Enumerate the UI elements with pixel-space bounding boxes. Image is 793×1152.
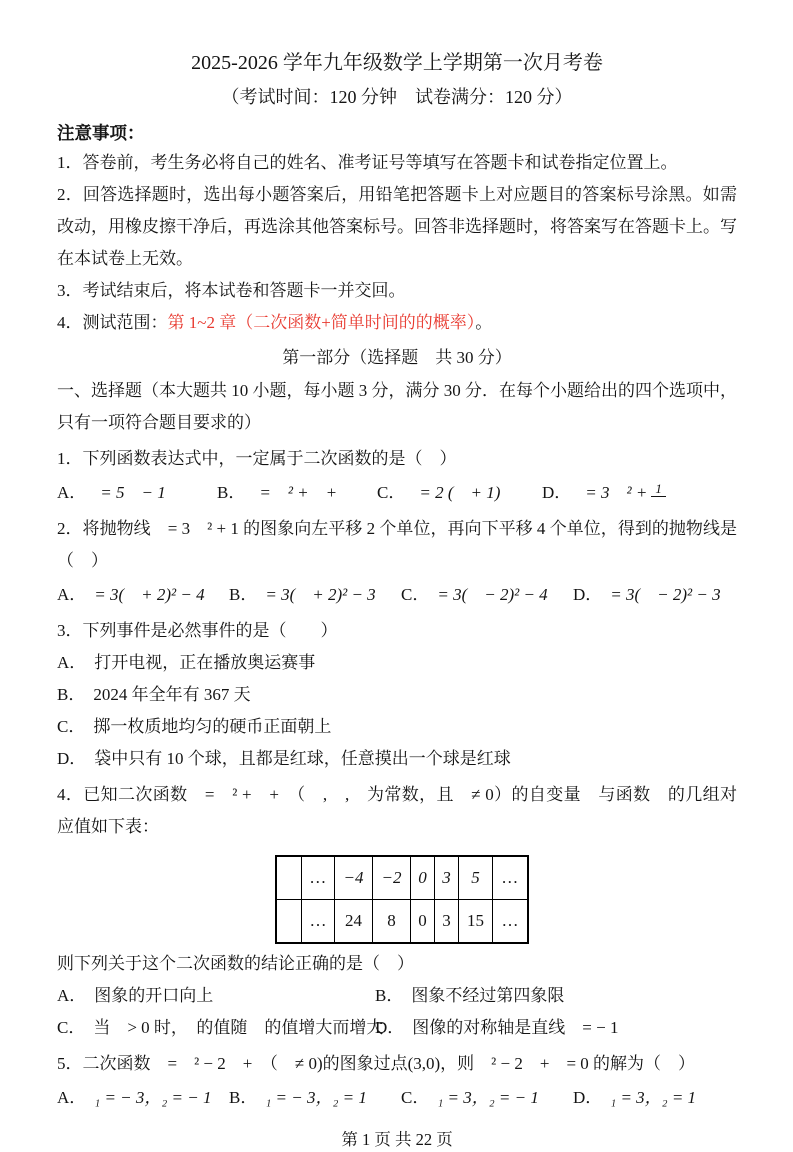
- notice-item-1: 1．答卷前，考生务必将自己的姓名、准考证号等填写在答题卡和试卷指定位置上。: [57, 153, 678, 172]
- q4-stem: 4．已知二次函数 = ² + + （ , , 为常数，且 ≠ 0）的自变量 与函数 的几组对应值如下表：: [57, 785, 737, 836]
- q4-table-cell: …: [302, 900, 335, 944]
- q5-options: [57, 1082, 737, 1114]
- q1-option-a: A． = 5 − 1: [57, 483, 166, 502]
- notice-item-3: 3．考试结束后，将本试卷和答题卡一并交回。: [57, 281, 406, 300]
- q1-option-d-fraction: 1: [651, 482, 666, 508]
- q4-table-cell: 3: [435, 900, 459, 944]
- q1-option-c: C． = 2 ( + 1): [377, 483, 501, 502]
- q4-option-b: B． 图象不经过第四象限: [375, 986, 565, 1005]
- q4-table-cell: −4: [335, 856, 373, 900]
- notice-heading: 注意事项：: [57, 123, 145, 143]
- q4-table-cell: …: [302, 856, 335, 900]
- notice-item-4-suffix: 。: [475, 313, 493, 332]
- notice-item-2: 2．回答选择题时，选出每小题答案后，用铅笔把答题卡上对应题目的答案标号涂黑。如需改动，用橡皮擦干净后，再选涂其他答案标号。回答非选择题时，将答案写在答题卡上。写在本试卷上无效。: [57, 185, 737, 268]
- q4-table-row-y: [276, 900, 528, 944]
- q4-table-cell: [276, 900, 302, 944]
- q4-table-cell: 24: [335, 900, 373, 944]
- q3-option-d: D． 袋中只有 10 个球，且都是红球，任意摸出一个球是红球: [57, 749, 511, 768]
- q5-stem: 5．二次函数 = ² − 2 + （ ≠ 0)的图象过点(3,0)，则 ² − 2 + = 0 的解为（ ）: [57, 1054, 696, 1073]
- q4-table-cell: …: [493, 856, 529, 900]
- page-footer: 第 1 页 共 22 页: [341, 1130, 453, 1149]
- q1-option-d: D． = 3 ² + 1: [542, 477, 737, 509]
- q3-stem: 3．下列事件是必然事件的是（ ）: [57, 621, 338, 640]
- q1-stem: 1．下列函数表达式中，一定属于二次函数的是（ ）: [57, 449, 457, 468]
- part1-intro: 一、选择题（本大题共 10 小题，每小题 3 分，满分 30 分．在每个小题给出的四个选项中，只有一项符合题目要求的）: [57, 381, 737, 432]
- q2-option-b: B． = 3( + 2)² − 3: [229, 585, 376, 604]
- q2-option-a: A． = 3( + 2)² − 4: [57, 585, 205, 604]
- q2-options: [57, 579, 737, 611]
- q4-table-cell: 15: [459, 900, 493, 944]
- q5-option-d: D． ₁ = 3，₂ = 1: [573, 1088, 697, 1107]
- q4-table-cell: 3: [435, 856, 459, 900]
- q4-value-table: [275, 855, 529, 944]
- q4-table-cell: …: [493, 900, 529, 944]
- notice-item-4-prefix: 4．测试范围：: [57, 313, 168, 332]
- q4-table-row-x: [276, 856, 528, 900]
- q1-option-d-fraction-denominator: [651, 497, 666, 508]
- q4-option-c: C． 当 > 0 时， 的值随 的值增大而增大: [57, 1018, 384, 1037]
- q4-table-cell: 5: [459, 856, 493, 900]
- q4-table-cell: 8: [373, 900, 411, 944]
- q4-table-cell: 0: [411, 900, 435, 944]
- notice-item-4: [57, 307, 737, 339]
- q4-table-cell: 0: [411, 856, 435, 900]
- q4-conclusion-stem: 则下列关于这个二次函数的结论正确的是（ ）: [57, 954, 414, 973]
- q4-option-a: A． 图象的开口向上: [57, 986, 214, 1005]
- q4-option-d: D． 图像的对称轴是直线 = − 1: [375, 1018, 619, 1037]
- q4-table-cell: [276, 856, 302, 900]
- q1-options: [57, 477, 737, 509]
- q2-stem: 2．将抛物线 = 3 ² + 1 的图象向左平移 2 个单位，再向下平移 4 个单位，得到的抛物线是（ ）: [57, 519, 737, 570]
- q1-option-b: B． = ² + +: [217, 483, 338, 502]
- q4-table-cell: −2: [373, 856, 411, 900]
- q3-option-c: C． 掷一枚质地均匀的硬币正面朝上: [57, 717, 332, 736]
- part1-title: 第一部分（选择题 共 30 分）: [282, 348, 512, 367]
- q5-option-c: C． ₁ = 3，₂ = − 1: [401, 1088, 539, 1107]
- notice-item-4-scope: 第 1~2 章（二次函数+简单时间的的概率）: [167, 313, 476, 332]
- paper-subtitle: （考试时间：120 分钟 试卷满分：120 分）: [221, 87, 573, 107]
- q2-option-c: C． = 3( − 2)² − 4: [401, 585, 548, 604]
- q5-option-b: B． ₁ = − 3，₂ = 1: [229, 1088, 367, 1107]
- q3-option-b: B． 2024 年全年有 367 天: [57, 685, 251, 704]
- q4-options: [57, 980, 737, 1044]
- q5-option-a: A． ₁ = − 3，₂ = − 1: [57, 1088, 212, 1107]
- q2-option-d: D． = 3( − 2)² − 3: [573, 585, 721, 604]
- q3-option-a: A． 打开电视，正在播放奥运赛事: [57, 653, 316, 672]
- paper-title: 2025-2026 学年九年级数学上学期第一次月考卷: [191, 52, 603, 74]
